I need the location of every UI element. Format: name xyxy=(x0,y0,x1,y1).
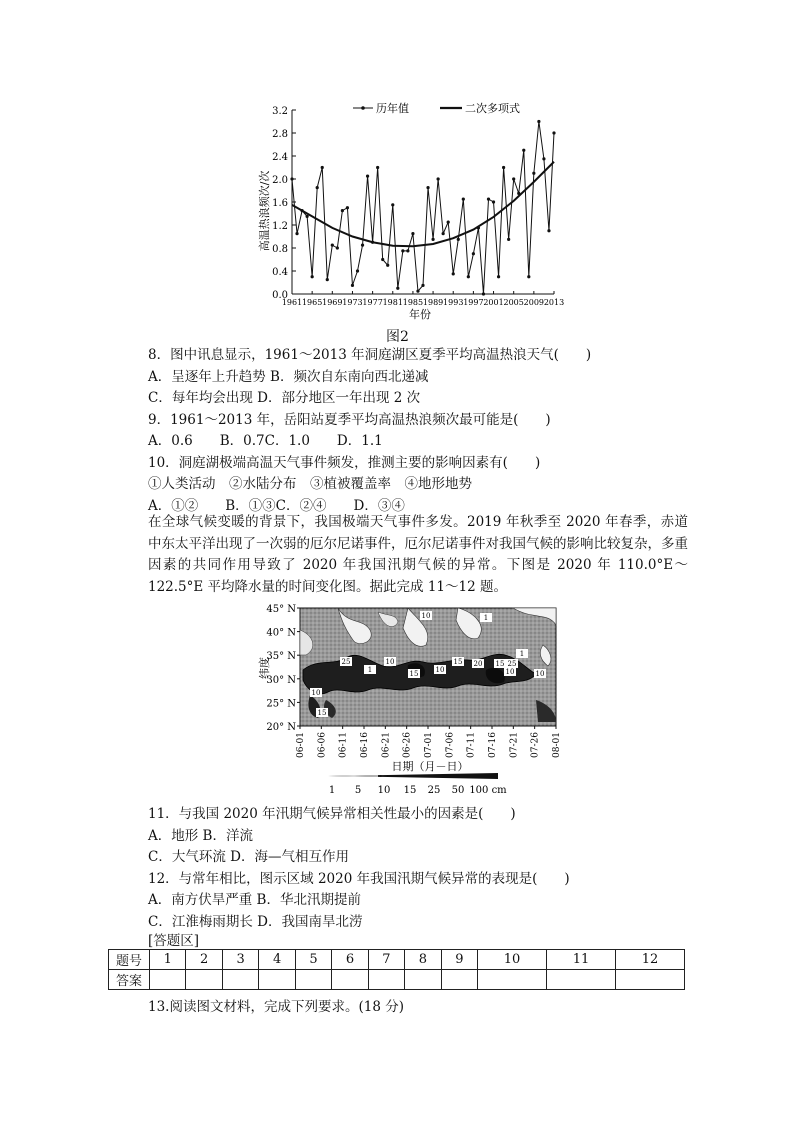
y-tick-label: 0.4 xyxy=(272,267,288,278)
answer-cell[interactable] xyxy=(186,970,222,990)
data-point xyxy=(356,269,359,272)
data-point xyxy=(321,166,324,169)
data-point xyxy=(431,238,434,241)
contour-label: 10 xyxy=(421,612,431,620)
date-tick-label: 07-21 xyxy=(509,732,520,758)
scale-label: 10 xyxy=(377,785,391,796)
number-cell: 7 xyxy=(368,950,404,970)
number-cell: 12 xyxy=(615,950,684,970)
data-point xyxy=(426,186,429,189)
series-fit-curve xyxy=(292,162,554,247)
legend-series-label: 历年值 xyxy=(376,102,409,115)
data-point xyxy=(527,275,530,278)
precipitation-contour-figure xyxy=(258,600,562,800)
number-cell: 10 xyxy=(478,950,547,970)
question-line: A．地形 B．洋流 xyxy=(148,827,253,844)
contour-label: 10 xyxy=(385,658,395,666)
number-cell: 4 xyxy=(259,950,295,970)
contour-label: 15 xyxy=(495,660,505,668)
contour-label: 1 xyxy=(483,614,489,622)
data-point xyxy=(507,238,510,241)
question-line: 12．与常年相比，图示区域 2020 年我国汛期气候异常的表现是( ) xyxy=(148,870,570,887)
data-point xyxy=(467,275,470,278)
date-tick-label: 07-01 xyxy=(424,732,434,758)
data-point xyxy=(341,209,344,212)
answer-cell[interactable] xyxy=(615,970,684,990)
question-line: C．江淮梅雨期长 D．我国南旱北涝 xyxy=(148,913,363,930)
data-point xyxy=(502,166,505,169)
lat-tick-label: 45° N xyxy=(266,604,296,615)
answer-header-cell: 答案 xyxy=(109,970,150,990)
heatwave-line-chart xyxy=(248,96,568,326)
chart-axes xyxy=(292,110,554,294)
data-point xyxy=(316,186,319,189)
data-point xyxy=(462,198,465,201)
contour-label: 15 xyxy=(453,658,463,666)
data-point xyxy=(311,275,314,278)
date-tick-label: 06-06 xyxy=(317,732,328,758)
date-tick-label: 06-21 xyxy=(381,732,392,758)
number-cell: 8 xyxy=(405,950,441,970)
answer-row xyxy=(109,970,685,990)
x-tick-label: 2013 xyxy=(543,298,565,307)
contour-label: 1 xyxy=(519,650,525,658)
x-tick-label: 1989 xyxy=(422,298,444,307)
data-point xyxy=(547,229,550,232)
x-tick-label: 1993 xyxy=(443,298,464,307)
data-point xyxy=(442,232,445,235)
data-point xyxy=(522,149,525,152)
question-line: A．①② B．①③C．②④ D．③④ xyxy=(148,497,405,514)
date-tick-label: 07-16 xyxy=(488,732,498,758)
series-annual-line xyxy=(292,122,554,295)
data-point xyxy=(492,200,495,203)
chart-legend xyxy=(353,101,520,115)
y-tick-label: 1.2 xyxy=(272,221,288,232)
question-13: 13.阅读图文材料，完成下列要求。(18 分) xyxy=(148,999,404,1015)
scale-labels xyxy=(329,785,507,796)
y-axis-label: 高温热浪频次/次 xyxy=(258,170,271,252)
contour-label: 10 xyxy=(505,668,515,676)
question-line: A．呈逐年上升趋势 B．频次自东南向西北递减 xyxy=(148,368,429,385)
x-tick-label: 2005 xyxy=(503,298,524,307)
data-point xyxy=(487,198,490,201)
contour-label: 1 xyxy=(367,666,373,674)
date-tick-label: 08-01 xyxy=(552,732,562,758)
data-point xyxy=(457,238,460,241)
x-tick-label: 1965 xyxy=(301,298,323,307)
answer-cell[interactable] xyxy=(222,970,258,990)
contour-label: 25 xyxy=(341,658,351,666)
data-point xyxy=(552,131,555,134)
precipitation-scale-bar xyxy=(328,773,498,779)
question-line: 10．洞庭湖极端高温天气事件频发，推测主要的影响因素有( ) xyxy=(148,454,541,471)
question-line: C．每年均会出现 D．部分地区一年出现 2 次 xyxy=(148,390,421,406)
data-point xyxy=(437,177,440,180)
contour-label: 15 xyxy=(317,709,327,717)
data-point xyxy=(331,244,334,247)
question-line: A．南方伏旱严重 B．华北汛期提前 xyxy=(148,892,361,908)
data-point xyxy=(381,258,384,261)
data-point xyxy=(411,232,414,235)
contour-label: 25 xyxy=(507,660,517,668)
y-tick-label: 0.0 xyxy=(272,290,288,301)
date-tick-label: 07-06 xyxy=(445,732,456,758)
lat-tick-label: 35° N xyxy=(266,651,296,663)
question-line: A．0.6 B．0.7C．1.0 D．1.1 xyxy=(148,433,383,449)
date-tick-label: 07-26 xyxy=(530,732,541,758)
scale-label: 25 xyxy=(427,785,441,796)
answer-cell[interactable] xyxy=(368,970,404,990)
x-tick-label: 1977 xyxy=(362,298,383,307)
questions-11-12 xyxy=(148,804,570,933)
data-point xyxy=(447,221,450,224)
data-point xyxy=(346,206,349,209)
data-point xyxy=(366,175,369,178)
contour-label: 10 xyxy=(435,666,445,674)
answer-cell[interactable] xyxy=(150,970,186,990)
data-point xyxy=(391,203,394,206)
data-point xyxy=(497,275,500,278)
answer-area-label: [答题区] xyxy=(148,933,200,949)
x-tick-label: 2001 xyxy=(483,298,504,307)
y-tick-label: 0.8 xyxy=(272,244,288,255)
answer-number-row xyxy=(109,950,685,970)
data-point xyxy=(386,264,389,267)
question-line: ①人类活动 ②水陆分布 ③植被覆盖率 ④地形地势 xyxy=(148,476,472,492)
number-cell: 1 xyxy=(150,950,186,970)
answer-cell[interactable] xyxy=(295,970,331,990)
contour-label: 10 xyxy=(311,689,321,697)
scale-label: 100 cm xyxy=(469,785,507,796)
date-tick-label: 06-01 xyxy=(296,732,306,758)
answer-cell[interactable] xyxy=(478,970,547,990)
lat-tick-label: 25° N xyxy=(266,698,296,710)
data-point xyxy=(401,249,404,252)
question-line: 8．图中讯息显示，1961～2013 年洞庭湖区夏季平均高温热浪天气( ) xyxy=(148,347,592,363)
data-point xyxy=(472,252,475,255)
x-axis-label: 年份 xyxy=(409,308,431,321)
x-tick-label: 1961 xyxy=(281,298,303,307)
contour-label: 20 xyxy=(473,660,483,668)
x-axis-label: 日期（月－日） xyxy=(391,760,469,773)
question-line: 9．1961～2013 年，岳阳站夏季平均高温热浪频次最可能是( ) xyxy=(148,411,551,428)
date-tick-label: 07-11 xyxy=(466,732,477,758)
scale-label: 15 xyxy=(403,785,417,796)
data-point xyxy=(416,290,419,293)
data-point xyxy=(376,166,379,169)
number-header-cell: 题号 xyxy=(109,950,150,970)
question-line: C．大气环流 D．海—气相互作用 xyxy=(148,849,349,865)
contour-plot-area xyxy=(300,608,556,726)
y-tick-label: 1.6 xyxy=(272,198,288,209)
lat-tick-label: 30° N xyxy=(266,674,296,686)
date-tick-label: 06-16 xyxy=(360,732,370,758)
number-cell: 9 xyxy=(441,950,477,970)
y-axis-label: 纬度 xyxy=(258,657,271,679)
x-tick-label: 2009 xyxy=(523,298,545,307)
y-tick-label: 2.4 xyxy=(272,152,288,163)
question-line: 11．与我国 2020 年汛期气候异常相关性最小的因素是( ) xyxy=(148,806,516,822)
data-point xyxy=(361,244,364,247)
y-tick-label: 2.0 xyxy=(272,175,288,186)
number-cell: 11 xyxy=(547,950,616,970)
data-point xyxy=(421,284,424,287)
data-point xyxy=(537,120,540,123)
passage-text: 在全球气候变暖的背景下，我国极端天气事件多发。2019 年秋季至 2020 年春季，赤道中东太平洋出现了一次弱的厄尔尼诺事件，厄尔尼诺事件对我国气候的影响比较复杂，多重因素的共同作用导致了 2020 年我国汛期气候的异常。下图是 2020 年 110.0°E～122.5°E 平均降水量的时间变化图。据此完成 11～12 题。 xyxy=(148,514,688,595)
date-tick-label: 06-26 xyxy=(402,732,413,758)
number-cell: 5 xyxy=(295,950,331,970)
answer-cell[interactable] xyxy=(547,970,616,990)
data-point xyxy=(482,292,485,295)
scale-label: 5 xyxy=(354,785,362,796)
figure-caption: 图2 xyxy=(386,329,409,345)
data-point xyxy=(351,284,354,287)
data-point xyxy=(452,272,455,275)
data-point xyxy=(532,172,535,175)
answer-cell[interactable] xyxy=(405,970,441,990)
date-tick-label: 06-11 xyxy=(338,732,349,758)
x-tick-label: 1997 xyxy=(463,298,484,307)
questions-8-10 xyxy=(148,345,591,517)
y-tick-label: 2.8 xyxy=(272,129,288,140)
reading-passage xyxy=(148,512,688,598)
contour-label: 10 xyxy=(535,670,545,678)
data-point xyxy=(396,287,399,290)
number-cell: 3 xyxy=(222,950,258,970)
contour-label: 15 xyxy=(409,670,419,678)
legend-fit-label: 二次多项式 xyxy=(465,102,520,115)
data-point xyxy=(542,157,545,160)
data-point xyxy=(512,177,515,180)
number-cell: 6 xyxy=(332,950,368,970)
answer-table xyxy=(108,949,685,990)
x-tick-label: 1981 xyxy=(382,298,403,307)
data-point xyxy=(406,249,409,252)
data-point xyxy=(336,246,339,249)
data-point xyxy=(295,232,298,235)
lat-tick-label: 20° N xyxy=(266,722,296,733)
scale-label: 50 xyxy=(451,785,465,796)
number-cell: 2 xyxy=(186,950,222,970)
lat-tick-label: 40° N xyxy=(266,627,296,639)
data-point xyxy=(326,278,329,281)
chart-series xyxy=(290,120,555,296)
x-tick-label: 1969 xyxy=(322,298,343,307)
y-tick-label: 3.2 xyxy=(272,106,288,117)
answer-cell[interactable] xyxy=(332,970,368,990)
answer-cell[interactable] xyxy=(259,970,295,990)
x-tick-label: 1973 xyxy=(342,298,363,307)
data-point xyxy=(290,177,293,180)
scale-label: 1 xyxy=(328,785,336,796)
answer-cell[interactable] xyxy=(441,970,477,990)
x-tick-label: 1985 xyxy=(402,298,424,307)
